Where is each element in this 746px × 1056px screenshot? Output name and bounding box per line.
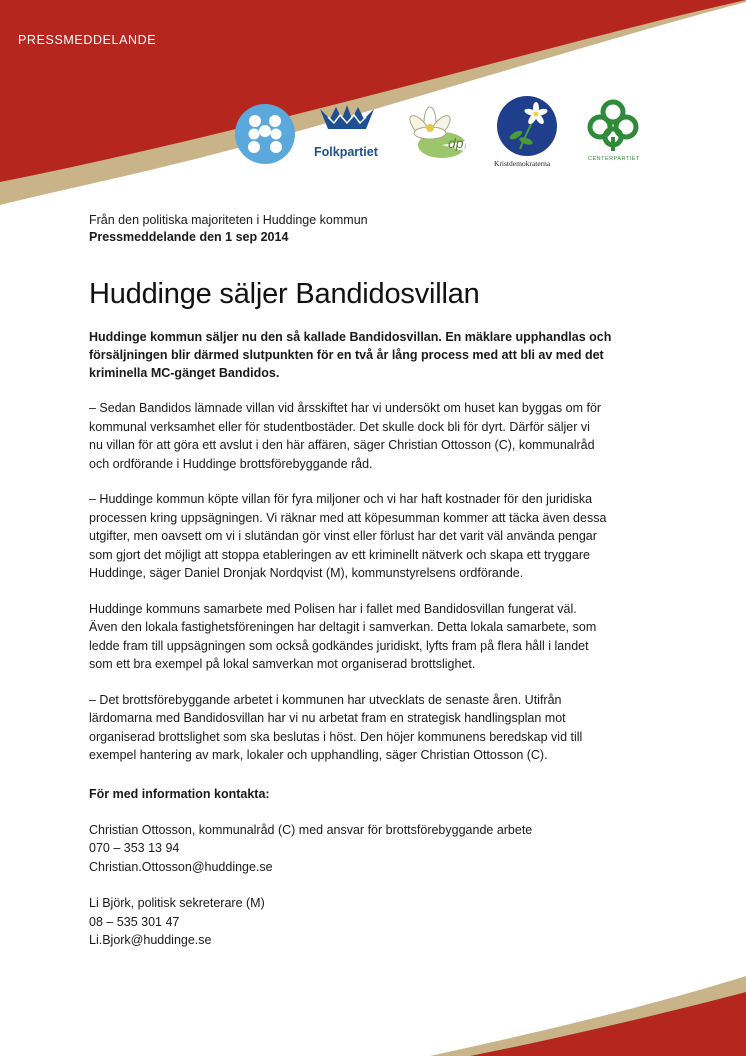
paragraph-line: och ordförande i Huddinge brottsförebyggande råd.: [89, 456, 373, 471]
folkpartiet-wordmark: Folkpartiet: [314, 145, 378, 159]
body-paragraph-1: [89, 399, 669, 473]
paragraph-line: Huddinge, säger Daniel Dronjak Nordqvist (M), kommunstyrelsens ordförande.: [89, 566, 524, 580]
paragraph-line: exempel hantering av mark, lokaler och upphandling, säger Christian Ottosson (C).: [89, 748, 548, 762]
paragraph-line: som gjort det möjligt att stoppa etableringen av ett kriminellt nätverk och skapa ett tryggare: [89, 547, 590, 562]
paragraph-line: organiserad brottslighet som ska beslutas i höst. Den höjer kommunens beredskap vid till: [89, 729, 583, 744]
dp-wordmark: dp: [448, 135, 464, 151]
release-date: Pressmeddelande den 1 sep 2014: [89, 230, 289, 244]
press-release-label: PRESSMEDDELANDE: [18, 33, 157, 47]
centerpartiet-wordmark: CENTERPARTIET: [588, 156, 640, 162]
kristdemokraterna-logo: [496, 95, 558, 157]
lead-paragraph: [89, 328, 669, 382]
contact-email: Li.Bjork@huddinge.se: [89, 933, 212, 947]
paragraph-line: – Sedan Bandidos lämnade villan vid årsskiftet har vi undersökt om huset kan byggas om för: [89, 401, 602, 415]
party-logos: [230, 95, 650, 175]
contact-name-role: Li Björk, politisk sekreterare (M): [89, 896, 265, 910]
paragraph-line: Huddinge kommuns samarbete med Polisen har i fallet med Bandidosvillan fungerat väl.: [89, 601, 577, 616]
contact-person-2: [89, 894, 669, 950]
paragraph-line: – Det brottsförebyggande arbetet i kommunen har utvecklats de senaste åren. Utifrån: [89, 692, 562, 707]
body-paragraph-2: [89, 490, 669, 583]
contact-email: Christian.Ottosson@huddinge.se: [89, 859, 273, 874]
paragraph-line: processen kring uppsägningen. Vi räknar med att köpesumman kommer att täcka även dessa: [89, 510, 607, 525]
page-title: Huddinge säljer Bandidosvillan: [89, 278, 480, 310]
folkpartiet-logo: [316, 103, 378, 143]
body-paragraph-4: [89, 691, 669, 765]
paragraph-line: Även den lokala fastighetsföreningen har deltagit i samverkan. Detta lokala samarbete, som: [89, 620, 597, 634]
release-meta: [89, 212, 669, 246]
paragraph-line: som ett bra exempel på lokal samverkan mot organiserad brottslighet.: [89, 657, 476, 671]
centerpartiet-logo: [585, 97, 641, 153]
paragraph-line: kommunal verksamhet eller för studentbostäder. Det skulle dock bli för dyrt. Därför säljer vi: [89, 419, 590, 434]
lead-line: Huddinge kommun säljer nu den så kallade Bandidosvillan. En mäklare upphandlas och: [89, 330, 612, 344]
water-lily-logo: [402, 101, 470, 165]
paragraph-line: nu villan för att göra ett avslut i den här affären, säger Christian Ottosson (C), kommunalråd: [89, 438, 595, 452]
lead-line: försäljningen blir därmed slutpunkten för en två år lång process med att bli av med det: [89, 348, 604, 362]
press-release-body: [89, 212, 669, 950]
contact-name-role: Christian Ottosson, kommunalråd (C) med ansvar för brottsförebyggande arbete: [89, 822, 533, 837]
lead-line: kriminella MC-gänget Bandidos.: [89, 366, 280, 380]
footer-banner: [0, 966, 746, 1056]
paragraph-line: lärdomarna med Bandidosvillan har vi nu arbetat fram en strategisk handlingsplan mot: [89, 711, 566, 725]
contact-heading: För med information kontakta:: [89, 786, 270, 801]
body-paragraph-3: [89, 600, 669, 674]
paragraph-line: utgifter, men oavsett om vi i slutändan gör vinst eller förlust har det varit väl använda pengar: [89, 529, 597, 543]
paragraph-line: – Huddinge kommun köpte villan för fyra miljoner och vi har haft kostnader för den juridiska: [89, 492, 593, 506]
contact-phone: 070 – 353 13 94: [89, 841, 180, 855]
contact-person-1: [89, 821, 669, 877]
kristdemokraterna-wordmark: Kristdemokraterna: [494, 159, 551, 168]
paragraph-line: ledde fram till uppsägningen som också godkändes juridiskt, lyfts fram på flera håll i landet: [89, 638, 589, 653]
sender-line: Från den politiska majoriteten i Huddinge kommun: [89, 213, 368, 227]
contact-phone: 08 – 535 301 47: [89, 914, 180, 929]
moderaterna-logo: [234, 103, 296, 165]
